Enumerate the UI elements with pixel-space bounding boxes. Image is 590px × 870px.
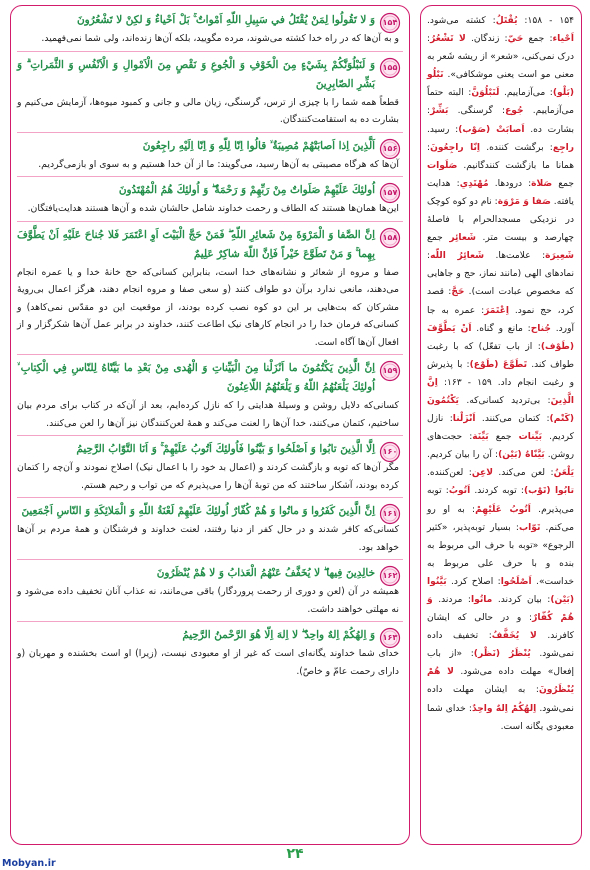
glossary-term: بَيَّنّاهُ (بَيْن) xyxy=(498,450,545,461)
glossary-definition: : رسید. xyxy=(427,124,459,135)
verse-persian-translation: مگر آن‌ها که توبه و بازگشت کردند و (اعمال بد خود را با اعمال نیک) اصلاح نمودند و آن‌چه را کتمان کرده بودند، آشکار ساختند که من توبهٔ آن‌ها را می‌پذیرم که من تواب و رحیم هستم. xyxy=(17,462,399,491)
verse-block xyxy=(11,359,409,436)
verse-block xyxy=(11,226,409,356)
glossary-term: صَلاة xyxy=(531,178,553,189)
glossary-term: بَشِّرْ xyxy=(430,106,449,117)
verse-number-badge-icon xyxy=(379,138,401,160)
glossary-definition: : حجت‌های روشن. xyxy=(427,432,574,461)
glossary-definition: : بسیار توبه‌پذیر، «کثیر الرجوع» «توبه با حرف الی مربوط به بنده و با حرف علی مربوط به خداست». xyxy=(427,522,574,587)
glossary-definition: : بیان کردند. xyxy=(492,595,551,605)
verse-number-badge-icon xyxy=(379,627,401,649)
glossary-term: لَنَبْلُوَنَّ xyxy=(471,88,500,99)
verse-persian-translation: کسانی‌که دلایل روشن و وسیلهٔ هدایتی را که نازل کرده‌ایم، بعد از آن‌که در کتاب برای مردم بیان ساختیم، کتمان می‌کنند، خدا آن‌ها را لعنت می‌کند و همهٔ لعن‌کنندگان نیز آن‌ها را لعن می‌کنند. xyxy=(17,400,399,429)
glossary-term: اَتُوبُ عَلَيْهِمْ xyxy=(475,504,531,515)
glossary-definition: : عمره به جا آورد. xyxy=(427,305,574,334)
verse-number-badge-icon xyxy=(379,57,401,79)
verse-arabic-row xyxy=(17,440,403,459)
verse-number-badge-icon xyxy=(379,503,401,525)
glossary-definition: : اصلاح کرد. xyxy=(446,576,501,587)
glossary-term: يَلْعَنُ xyxy=(553,468,575,479)
verse-number-badge-icon xyxy=(379,441,401,463)
verse-number: ۱۶۳ xyxy=(382,633,398,642)
glossary-definition: جمع xyxy=(552,178,574,189)
glossary-definition: : مردند. xyxy=(432,595,471,605)
glossary-definition: : گرسنگی. xyxy=(448,106,506,117)
verse-arabic-row xyxy=(17,11,403,30)
glossary-term: يَكْتُمُونَ (كَتْم) xyxy=(427,395,574,425)
vocabulary-panel xyxy=(420,5,582,845)
glossary-definition: : نمادهای الهی (مانند نماز، حج و جاهایی که مخصوص عبادت است). xyxy=(427,251,575,298)
glossary-definition: : جمع xyxy=(523,34,553,45)
verse-number-badge-icon xyxy=(379,360,401,382)
glossary-term: حَجَّ xyxy=(451,287,465,298)
glossary-definition: : نازل کردیم. xyxy=(427,414,575,443)
verse-persian-translation: و به آن‌ها که در راه خدا کشته می‌شوند، مرده مگویید، بلکه آن‌ها زنده‌اند، ولی شما نمی‌فهمید. xyxy=(41,33,399,44)
glossary-term: ماتُوا xyxy=(471,595,493,605)
glossary-term: وَ هُمْ كُفّارٌ xyxy=(427,595,574,624)
verse-arabic-text: اِنَّ الصَّفا وَ الْمَرْوَةَ مِنْ شَعائِرِ اللّهِ ۖ فَمَنْ حَجَّ الْبَيْتَ اَوِ اعْتَمَرَ فَلا جُناحَ عَلَيْهِ اَنْ يَطَّوَّفَ بِهِما ۚ وَ مَنْ تَطَوَّعَ خَيْراً فَاِنَّ اللّهَ شاكِرٌ عَلِيمٌ xyxy=(17,228,375,260)
verse-arabic-row xyxy=(17,181,403,200)
verse-arabic-text: اَلَّذِينَ اِذا اَصابَتْهُمْ مُصِيبَةٌ ۙ قالُوا اِنّا لِلّهِ وَ اِنّا اِلَيْهِ راجِعُونَ xyxy=(142,139,375,152)
glossary-definition: : توبه می‌پذیرم. xyxy=(427,486,574,515)
verse-arabic-text: اُولئِكَ عَلَيْهِمْ صَلَواتٌ مِنْ رَبِّهِمْ وَ رَحْمَةٌ ۖ وَ اُولئِكَ هُمُ الْمُهْتَدُونَ xyxy=(118,184,375,196)
verse-persian-translation: خدای شما خداوند یگانه‌ای است که غیر از او معبودی نیست، (زیرا) او است بخشنده و مهربان (و دارای رحمت عامّ و خاصّ). xyxy=(17,648,399,677)
verse-number: ۱۶۲ xyxy=(382,571,398,580)
verse-arabic-row xyxy=(17,502,403,521)
verse-divider xyxy=(17,51,403,52)
glossary-definition: : تخفیف داده نمی‌شود. xyxy=(427,631,574,660)
glossary-term: جُوع xyxy=(505,106,524,117)
verse-divider xyxy=(17,621,403,622)
verses-list xyxy=(11,11,409,680)
glossary-definition: : علامت‌ها. xyxy=(484,251,546,262)
glossary-term: بَيِّنَة xyxy=(472,432,489,443)
glossary-definition: : زندگان. xyxy=(465,34,508,45)
glossary-definition: : از باب تفعّل) که با رغبت طواف کند. xyxy=(427,341,574,370)
glossary-term: لا هُمْ يُنْظَرُونَ xyxy=(427,667,574,696)
verse-number: ۱۵۵ xyxy=(382,62,398,72)
verse-arabic-row xyxy=(17,56,403,94)
verse-divider xyxy=(17,132,403,133)
glossary-definition: : خدای شما معبودی یگانه است. xyxy=(427,703,574,732)
verse-arabic-row xyxy=(17,564,403,583)
verse-arabic-text: اِلَّا الَّذِينَ تابُوا وَ اَصْلَحُوا وَ بَيَّنُوا فَاُولئِكَ اَتُوبُ عَلَيْهِمْ ۚ وَ اَنَا التَّوّابُ الرَّحِيمُ xyxy=(76,443,375,455)
glossary-term: مُهْتَدِي xyxy=(459,178,489,189)
glossary-definition: : مانع و گناه. xyxy=(471,323,531,334)
glossary-definition: : همانا ما بازگشت کنندگانیم. xyxy=(427,142,574,171)
verse-block xyxy=(11,181,409,222)
glossary-definition: ۱۵۹ - ۱۶۳: xyxy=(437,377,492,388)
verse-persian-translation: همیشه در آن (لعن و دوری از رحمت پروردگار) باقی می‌مانند، نه عذاب آنان تخفیف داده می‌شود و نه مهلتی خواهند داشت. xyxy=(17,586,399,615)
glossary-term: اَصْلَحُوا xyxy=(500,576,532,587)
verse-number-badge-icon xyxy=(379,227,401,249)
glossary-term: يُقْتَلُ xyxy=(495,16,518,26)
glossary-definition: : بشارت ده. xyxy=(427,106,575,135)
verse-arabic-row xyxy=(17,226,403,264)
glossary-term: اَصابَتْ (صَوْب) xyxy=(458,124,525,135)
glossary-definition: : می‌آزماییم. xyxy=(499,88,553,99)
glossary-term: جُناح xyxy=(530,323,551,334)
verse-arabic-row xyxy=(17,359,403,397)
glossary-definition: : هدایت یافته. xyxy=(427,178,574,207)
glossary-definition: : کشته می‌شود. xyxy=(427,16,496,26)
verse-number-badge-icon xyxy=(379,182,401,204)
glossary-definition: جمع xyxy=(427,233,450,244)
glossary-definition: : البته حتماً می‌آزماییم. xyxy=(427,88,574,117)
glossary-definition: : و در حالی که ایشان کافرند. xyxy=(427,613,574,642)
glossary-term: اَتُوبُ xyxy=(448,486,471,497)
verse-number: ۱۶۱ xyxy=(382,509,398,518)
glossary-term: يُنْظَرُ (نَظْر) xyxy=(473,649,531,660)
glossary-definition: : لعن‌کننده. xyxy=(427,468,472,479)
verse-arabic-row xyxy=(17,137,403,156)
glossary-definition: : کتمان می‌کنند. xyxy=(475,414,550,425)
glossary-term: شَعِيرَة xyxy=(545,251,574,262)
glossary-term: صَفا وَ مَرْوَة xyxy=(497,196,551,207)
vocabulary-text xyxy=(421,6,581,736)
verse-block xyxy=(11,440,409,498)
verse-arabic-text: اِنَّ الَّذِينَ يَكْتُمُونَ ما اَنْزَلْنا مِنَ الْبَيِّناتِ وَ الْهُدى مِنْ بَعْدِ ما بَيَّنّاهُ لِلنّاسِ فِي الْكِتابِ ۙ اُولئِكَ يَلْعَنُهُمُ اللّهُ وَ يَلْعَنُهُمُ اللّاعِنُونَ xyxy=(17,362,375,393)
verse-number: ۱۵۷ xyxy=(382,188,398,197)
verse-arabic-text: وَ اِلهُكُمْ اِلهٌ واحِدٌ ۖ لا اِلهَ اِلّا هُوَ الرَّحْمنُ الرَّحِيمُ xyxy=(182,629,375,641)
glossary-term: راجِع xyxy=(552,142,574,153)
glossary-definition: : با پذیرش و رغبت انجام داد. xyxy=(427,359,574,388)
verses-panel xyxy=(10,5,410,845)
glossary-term: شَعائِر xyxy=(449,233,476,244)
verse-arabic-text: وَ لَنَبْلُوَنَّكُمْ بِشَيْءٍ مِنَ الْخَوْفِ وَ الْجُوعِ وَ نَقْصٍ مِنَ الْاَمْوالِ وَ الْاَنْفُسِ وَ الثَّمَراتِ ۗ وَ بَشِّرِ الصّابِرِينَ xyxy=(17,58,375,90)
glossary-definition: : درک نمی‌کنی، «شعر» از ریشه شَعر به معنی مو است یعنی موشکافی». xyxy=(427,34,574,81)
verse-arabic-text: وَ لا تَقُولُوا لِمَنْ يُقْتَلُ في سَبِيلِ اللّهِ اَمْواتٌ ۚ بَلْ اَحْياءٌ وَ لكِنْ لا تَشْعُرُونَ xyxy=(77,14,375,26)
glossary-term: لاعِن xyxy=(471,468,493,479)
glossary-definition: : قصد کرد، حج نمود. xyxy=(427,287,574,316)
verse-number-badge-icon xyxy=(379,565,401,587)
verse-arabic-row xyxy=(17,626,403,645)
verse-persian-translation: کسانی‌که کافر شدند و در حال کفر از دنیا رفتند، لعنت خداوند و فرشتگان و همهٔ مردم بر آن‌ها خواهد بود. xyxy=(17,524,399,553)
verse-divider xyxy=(17,354,403,355)
glossary-definition: : «از باب إفعال» مهلت داده می‌شود. xyxy=(427,649,575,678)
verse-persian-translation: این‌ها همان‌ها هستند که الطاف و رحمت خداوند شامل حالشان شده و آن‌ها هستند هدایت‌یافتگان. xyxy=(27,203,399,214)
glossary-term: اَنْ يَطَّوَّفَ (طَوْف) xyxy=(427,323,574,352)
verse-block xyxy=(11,11,409,52)
glossary-definition: ۱۵۴ - ۱۵۸: xyxy=(517,16,574,26)
verse-divider xyxy=(17,559,403,560)
glossary-term: تَطَوَّعَ (طَوْع) xyxy=(469,359,528,370)
glossary-definition: : برگشت کننده. xyxy=(480,142,553,153)
glossary-term: اِعْتَمَرَ xyxy=(484,305,509,316)
glossary-term: اَنْزَلْنا xyxy=(452,414,476,425)
verse-block xyxy=(11,564,409,622)
verse-divider xyxy=(17,497,403,498)
verse-number: ۱۶۰ xyxy=(382,447,398,456)
glossary-term: بَيِّنات xyxy=(518,432,543,443)
glossary-term: لا يُخَفَّفُ xyxy=(491,631,537,642)
glossary-definition: : توبه کردند. xyxy=(470,486,524,497)
glossary-definition: : نام دو کوه کوچک در نزدیکی مسجدالحرام با فاصلهٔ چهارصد و بیست متر. xyxy=(427,196,575,244)
page-number: ۲۴ xyxy=(286,846,304,862)
glossary-term: اِنَّ الَّذِينَ xyxy=(427,377,574,406)
glossary-term: تابُوا (تَوْب) xyxy=(523,486,575,497)
verse-block xyxy=(11,137,409,178)
verse-block xyxy=(11,626,409,680)
glossary-definition: : آن را بیان کردیم. xyxy=(427,450,499,461)
glossary-definition: : درودها. xyxy=(488,178,532,189)
glossary-term: صَلَوات xyxy=(427,160,458,171)
verse-divider xyxy=(17,176,403,177)
glossary-definition: جمع xyxy=(488,432,519,443)
verse-number-badge-icon xyxy=(379,12,401,34)
glossary-definition: : لعن می‌کند. xyxy=(492,468,554,479)
verse-number: ۱۵۶ xyxy=(382,143,398,153)
glossary-term: نَبْلُو (بَلْو) xyxy=(427,70,575,99)
verse-block xyxy=(11,502,409,560)
site-watermark: Mobyan.ir xyxy=(2,858,56,869)
verse-persian-translation: صفا و مروه از شعائر و نشانه‌های خدا است، بنابراین کسانی‌که حج خانهٔ خدا و یا عمره انجام می‌دهند، مانعی ندارد برآن دو طواف کنند (و سعی صفا و مروه انجام دهند، هرگز اعمال بی‌رویهٔ مشرکان که بت‌هایی بر این دو کوه نصب کرده بودند، از موقعیت این دو مقدّس نمی‌کاهد) و کسانی‌که فرمان خدا را در انجام کارهای نیک اطاعت کنند، خداوند در برابر عمل آن‌ها شکرگزار و از افعال آن‌ها آگاه است. xyxy=(17,266,399,348)
glossary-term: اِلهُكُمْ اِلهٌ واحِدٌ xyxy=(471,703,537,714)
glossary-term: تَوّاب xyxy=(518,522,541,533)
glossary-term: شَعائِرُ اللّه xyxy=(430,251,485,262)
verse-number: ۱۵۹ xyxy=(382,366,398,375)
verse-persian-translation: قطعاً همه شما را با چیزی از ترس، گرسنگی، زیان مالی و جانی و کمبود میوه‌ها، آزمایش می‌کنیم و بشارت ده به استقامت‌کنندگان. xyxy=(17,96,399,125)
verse-block xyxy=(11,56,409,133)
glossary-term: لا تَشْعُرُ xyxy=(430,34,466,45)
verse-number: ۱۵۴ xyxy=(382,18,398,27)
verse-divider xyxy=(17,435,403,436)
glossary-term: اِنّا راجِعُونَ xyxy=(430,142,481,153)
verse-number: ۱۵۸ xyxy=(382,232,398,242)
verse-arabic-text: خالِدِينَ فِيها ۖ لا يُخَفَّفُ عَنْهُمُ الْعَذابُ وَ لا هُمْ يُنْظَرُونَ xyxy=(156,567,375,579)
verse-persian-translation: آن‌ها که هرگاه مصیبتی به آن‌ها رسید، می‌گویند: ما از آن خدا هستیم و به سوی او بازمی‌گردیم. xyxy=(38,158,399,170)
glossary-term: اَحْياء xyxy=(552,34,574,45)
glossary-term: حَيّ xyxy=(507,34,524,45)
glossary-definition: : بی‌تردید کسانی‌که. xyxy=(458,395,551,406)
glossary-term: بَيَّنُوا (بَيْن) xyxy=(427,576,574,605)
verse-arabic-text: اِنَّ الَّذِينَ كَفَرُوا وَ ماتُوا وَ هُمْ كُفّارٌ اُولئِكَ عَلَيْهِمْ لَعْنَةُ اللّهِ وَ الْمَلائِكَةِ وَ النّاسِ اَجْمَعِينَ xyxy=(21,505,375,517)
verse-divider xyxy=(17,221,403,222)
glossary-definition: : به او رو می‌کنم. xyxy=(427,504,575,533)
glossary-definition: : به ایشان مهلت داده نمی‌شود. xyxy=(427,685,574,714)
